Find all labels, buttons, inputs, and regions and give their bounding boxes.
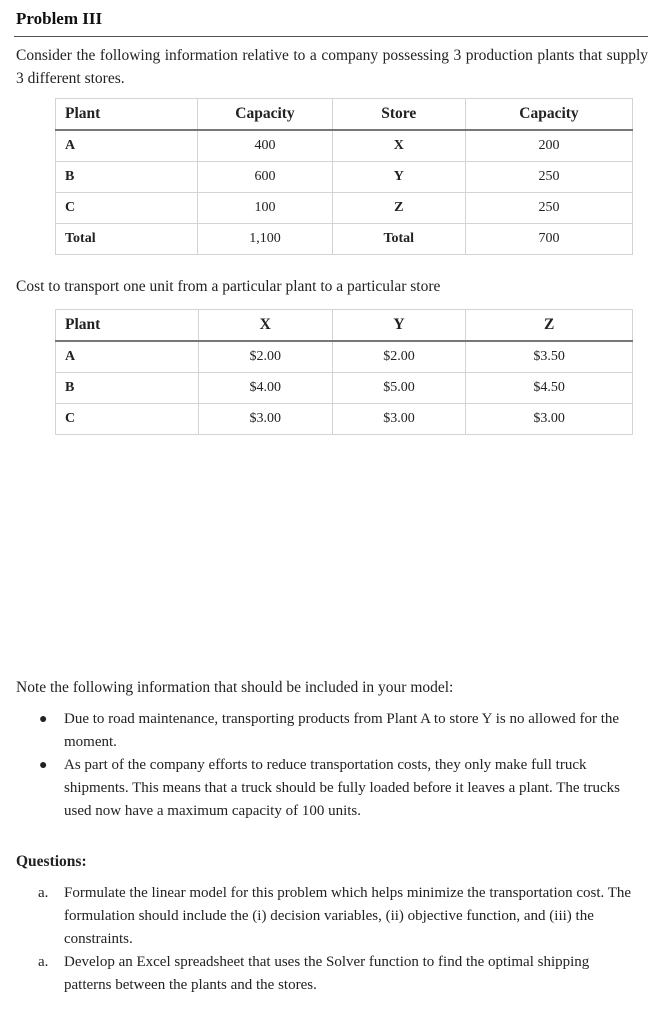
table-cell: $4.50 xyxy=(466,373,633,404)
table-cell: A xyxy=(56,130,198,162)
header-store: Store xyxy=(332,99,465,131)
table-cell: 600 xyxy=(198,162,332,193)
header-plant: Plant xyxy=(56,99,198,131)
constraints-bullet-list xyxy=(20,708,648,823)
question-text: Formulate the linear model for this problem which helps minimize the transportation cost. The formulation should include the (i) decision variables, (ii) objective function, and (iii) the constraints. xyxy=(64,885,632,947)
questions-heading: Questions: xyxy=(16,853,87,870)
header-plant-capacity: Capacity xyxy=(198,99,332,131)
table-header-row xyxy=(56,99,633,131)
table-cell: 250 xyxy=(465,193,632,224)
cost-table-caption: Cost to transport one unit from a particular plant to a particular store xyxy=(16,278,441,295)
table-row xyxy=(56,130,633,162)
intro-paragraph: Consider the following information relative to a company possessing 3 production plants that supply 3 different stores. xyxy=(16,47,648,87)
table-cell: C xyxy=(56,404,199,435)
table-cell: Total xyxy=(332,224,465,255)
table-cell: $3.50 xyxy=(466,341,633,373)
title-divider xyxy=(14,36,648,37)
table-cell: 400 xyxy=(198,130,332,162)
table-cell: A xyxy=(56,341,199,373)
list-item xyxy=(20,708,648,754)
table-cell: $3.00 xyxy=(332,404,466,435)
bullet-text: As part of the company efforts to reduce transportation costs, they only make full truck shipments. This means that a truck should be fully loaded before it leaves a plant. The trucks used now have a maximum capacity of 100 units. xyxy=(64,757,620,819)
questions-list xyxy=(20,882,632,997)
bullet-text: Due to road maintenance, transporting products from Plant A to store Y is no allowed for the moment. xyxy=(64,711,620,750)
table-cell: Y xyxy=(332,162,465,193)
table-cell: $5.00 xyxy=(332,373,466,404)
question-marker: a. xyxy=(38,885,49,901)
table-header-row xyxy=(56,310,633,342)
table-cell: C xyxy=(56,193,198,224)
table-row-total xyxy=(56,224,633,255)
list-item xyxy=(20,882,632,951)
header-store-capacity: Capacity xyxy=(465,99,632,131)
table-cell: Z xyxy=(332,193,465,224)
table-cell: $4.00 xyxy=(198,373,332,404)
table-row xyxy=(56,193,633,224)
question-text: Develop an Excel spreadsheet that uses the Solver function to find the optimal shipping patterns between the plants and the stores. xyxy=(64,954,590,993)
list-item xyxy=(20,754,648,823)
table-cell: B xyxy=(56,162,198,193)
table-row xyxy=(56,373,633,404)
table-cell: 250 xyxy=(465,162,632,193)
cost-table xyxy=(55,309,633,435)
table-cell: X xyxy=(332,130,465,162)
table-cell: $3.00 xyxy=(466,404,633,435)
header-plant: Plant xyxy=(56,310,199,342)
table-cell: Total xyxy=(56,224,198,255)
question-marker: a. xyxy=(38,954,49,970)
table-cell: B xyxy=(56,373,199,404)
capacity-table xyxy=(55,98,633,255)
table-cell: $3.00 xyxy=(198,404,332,435)
model-note: Note the following information that should be included in your model: xyxy=(16,679,454,696)
table-cell: 200 xyxy=(465,130,632,162)
header-store-x: X xyxy=(198,310,332,342)
header-store-z: Z xyxy=(466,310,633,342)
table-row xyxy=(56,162,633,193)
table-cell: 100 xyxy=(198,193,332,224)
table-cell: 700 xyxy=(465,224,632,255)
bullet-icon: ● xyxy=(39,758,48,773)
list-item xyxy=(20,951,632,997)
table-cell: $2.00 xyxy=(198,341,332,373)
bullet-icon: ● xyxy=(39,712,48,727)
header-store-y: Y xyxy=(332,310,466,342)
table-cell: $2.00 xyxy=(332,341,466,373)
table-row xyxy=(56,341,633,373)
problem-title: Problem III xyxy=(16,9,103,28)
table-row xyxy=(56,404,633,435)
table-cell: 1,100 xyxy=(198,224,332,255)
